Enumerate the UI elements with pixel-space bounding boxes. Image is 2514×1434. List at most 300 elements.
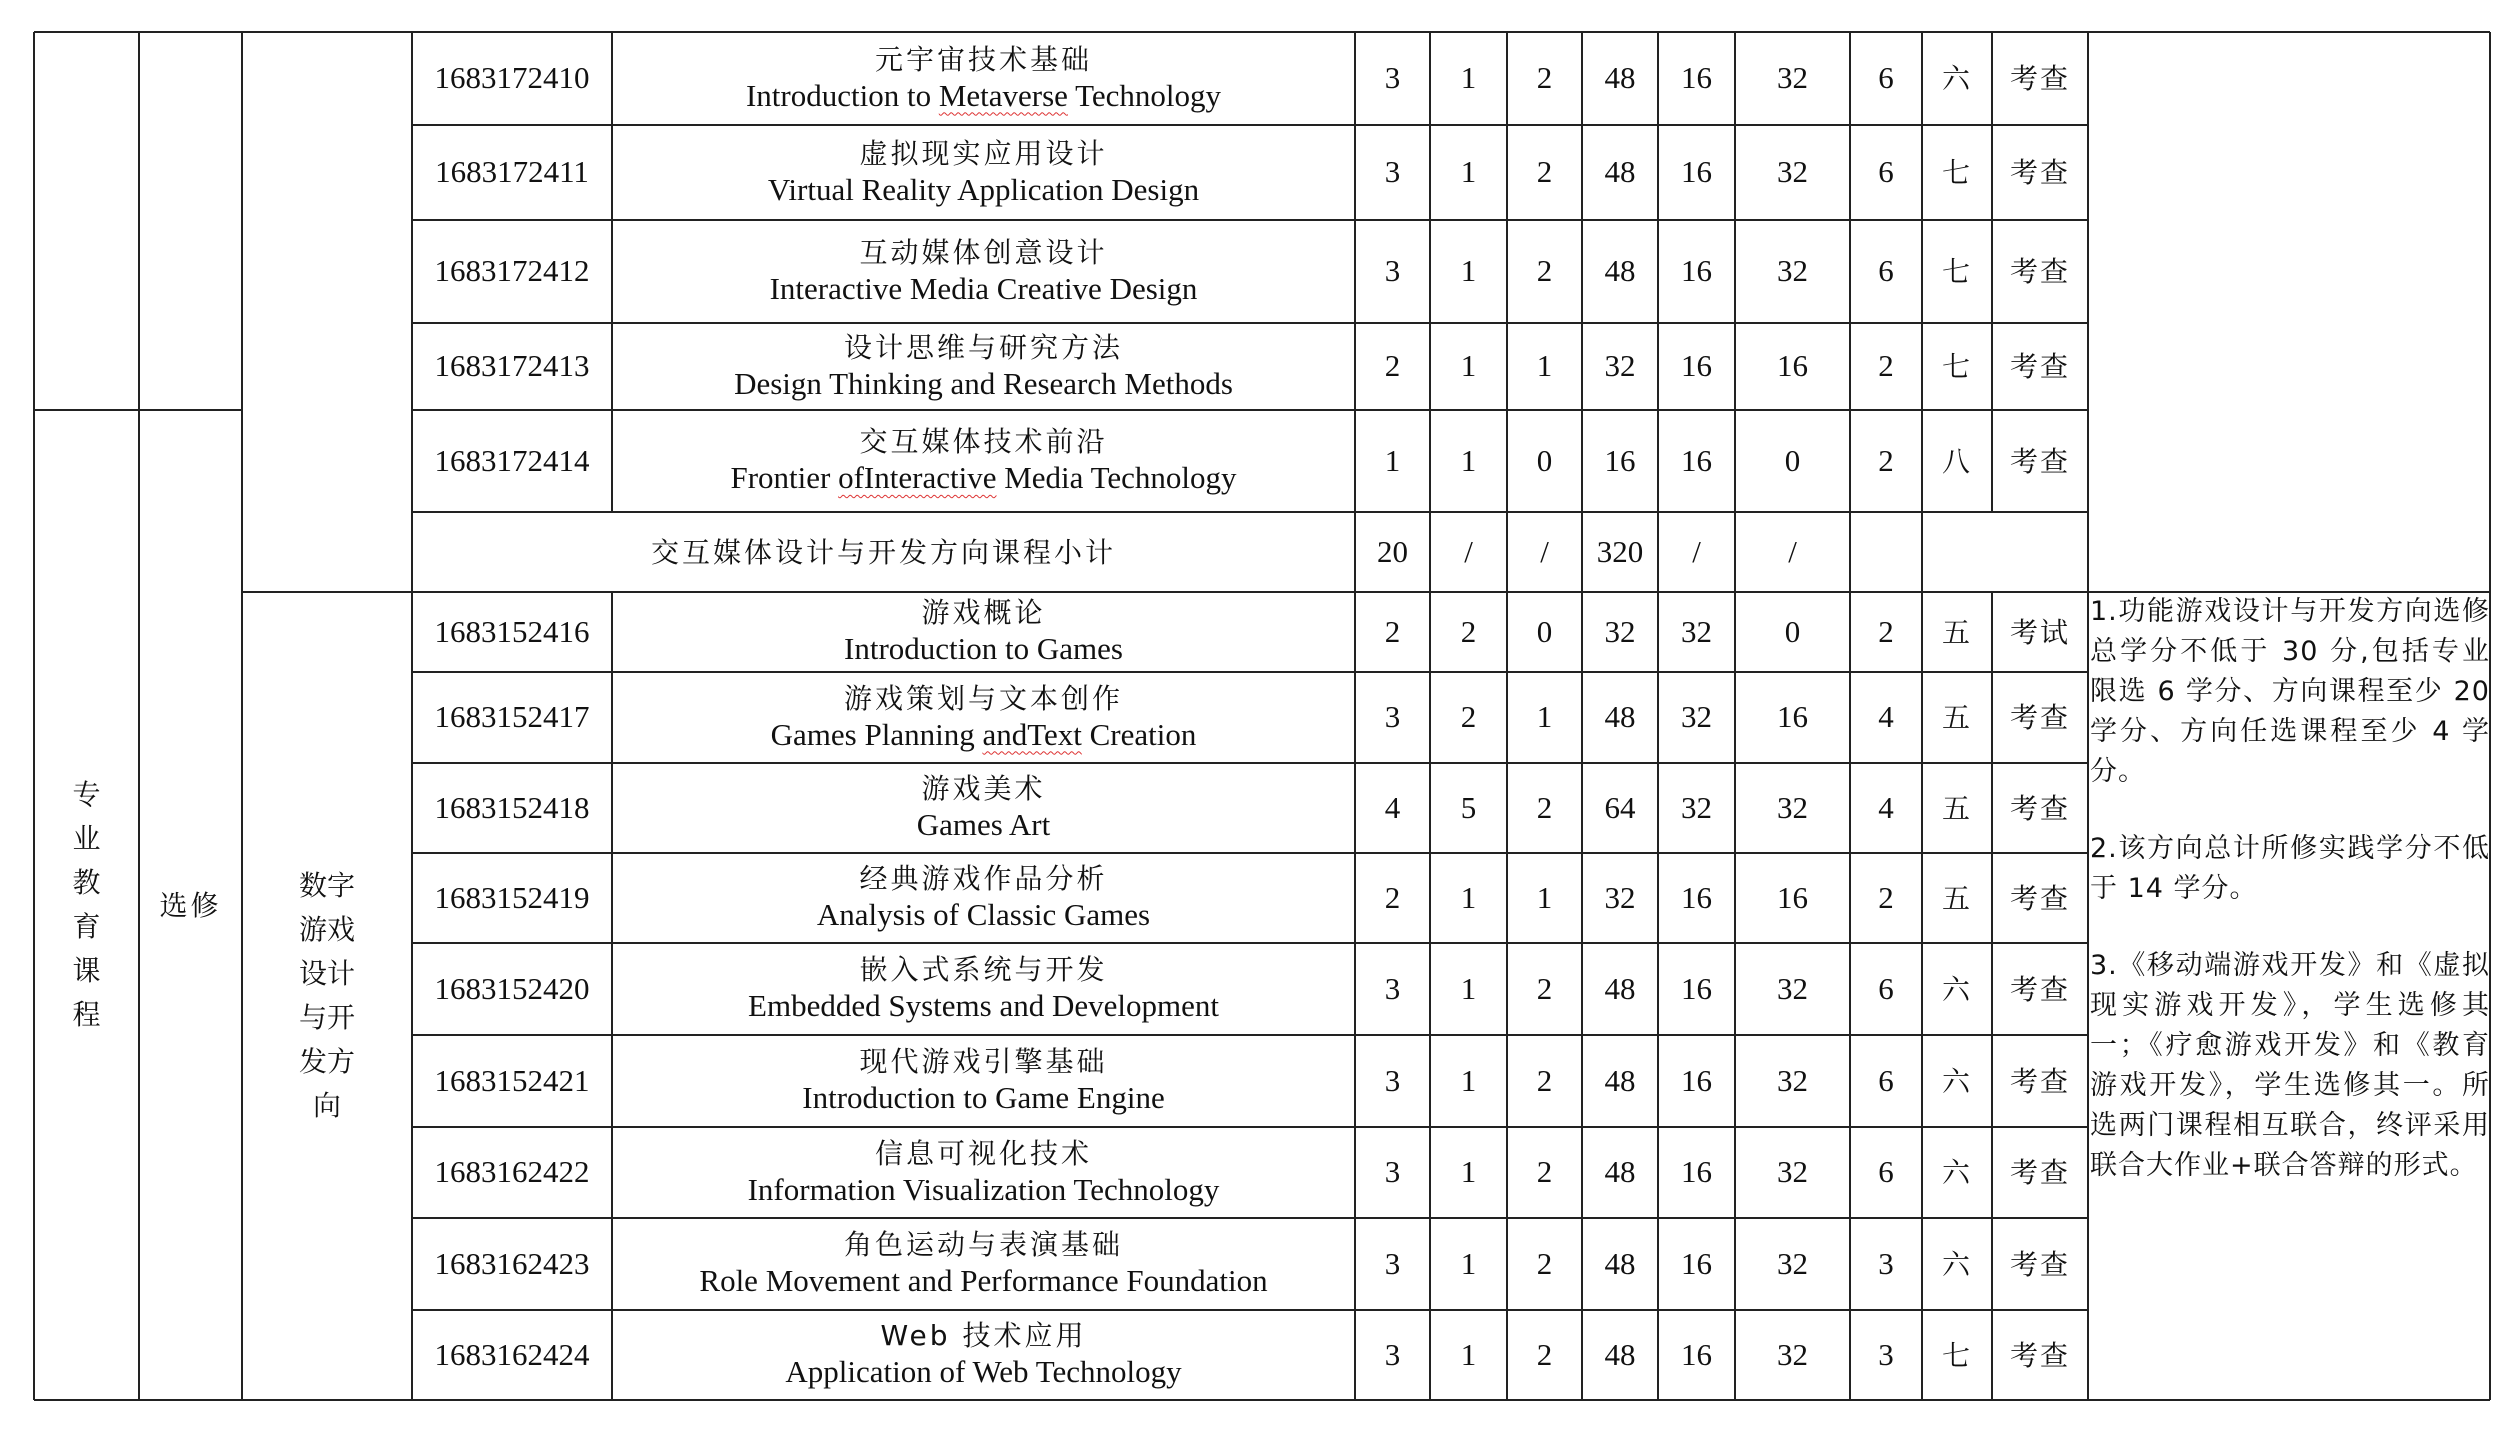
direction-label <box>287 864 367 1128</box>
weekly-hours: 6 <box>1878 154 1894 190</box>
weekly-hours: 2 <box>1878 348 1894 384</box>
practice-hours: 32 <box>1777 1154 1808 1190</box>
total-hours-cell <box>1582 1035 1658 1127</box>
theory-credits: 1 <box>1460 60 1477 96</box>
subtotal-value: / <box>1788 533 1797 569</box>
weekly-hours: 4 <box>1878 699 1894 735</box>
course-code-cell <box>412 1035 612 1127</box>
subtotal-value: 320 <box>1596 533 1644 569</box>
semester: 六 <box>1941 972 1972 1006</box>
theory-credits: 1 <box>1460 442 1477 478</box>
course-name-cell <box>612 592 1355 672</box>
course-type-label: 选修 <box>159 888 222 922</box>
practice-credits-cell <box>1507 323 1582 410</box>
total-hours-cell <box>1582 323 1658 410</box>
semester-cell <box>1922 1035 1992 1127</box>
assessment-cell <box>1992 1035 2088 1127</box>
course-name-cell <box>612 323 1355 410</box>
semester: 八 <box>1941 444 1972 478</box>
assessment: 考查 <box>2009 444 2070 478</box>
practice-hours: 32 <box>1777 1336 1808 1372</box>
credits: 3 <box>1384 60 1401 96</box>
course-name-zh: 游戏美术 <box>921 772 1046 806</box>
assessment: 考查 <box>2009 1156 2070 1189</box>
course-name-en-part: Frontier <box>730 460 839 496</box>
practice-hours-cell <box>1735 1310 1850 1400</box>
theory-hours-cell <box>1658 853 1735 943</box>
weekly-hours-cell <box>1850 410 1922 512</box>
theory-credits-cell <box>1430 853 1507 943</box>
course-name-en <box>699 1262 1267 1301</box>
course-name-zh: 元宇宙技术基础 <box>874 42 1092 76</box>
course-code: 1683172411 <box>435 154 589 190</box>
theory-hours: 16 <box>1681 348 1712 384</box>
total-hours: 48 <box>1604 60 1636 96</box>
course-name-cell <box>612 125 1355 220</box>
practice-credits: 2 <box>1536 1245 1553 1281</box>
course-name-en-part: Media Technology <box>996 460 1237 496</box>
assessment: 考试 <box>2009 615 2070 649</box>
semester: 六 <box>1941 62 1972 95</box>
weekly-hours: 6 <box>1878 970 1894 1006</box>
total-hours: 48 <box>1604 1062 1636 1098</box>
theory-hours: 16 <box>1681 879 1712 915</box>
theory-credits-cell <box>1430 1310 1507 1400</box>
credits-cell <box>1355 1310 1430 1400</box>
assessment: 考查 <box>2009 972 2070 1006</box>
semester: 五 <box>1941 701 1972 734</box>
total-hours-cell <box>1582 32 1658 125</box>
weekly-hours-cell <box>1850 125 1922 220</box>
course-code-cell <box>412 763 612 853</box>
practice-hours: 32 <box>1777 154 1808 190</box>
practice-credits-cell <box>1507 1127 1582 1218</box>
subtotal-value-cell <box>1658 512 1735 592</box>
theory-hours-cell <box>1658 763 1735 853</box>
weekly-hours: 6 <box>1878 1154 1894 1190</box>
credits-cell <box>1355 125 1430 220</box>
assessment: 考查 <box>2009 156 2070 189</box>
course-name-en-part: Role Movement and Performance Foundation <box>699 1263 1268 1299</box>
weekly-hours-cell <box>1850 1127 1922 1218</box>
course-name-en-part: Virtual Reality Application Design <box>767 171 1200 207</box>
total-hours-cell <box>1582 853 1658 943</box>
subtotal-value-cell <box>1430 512 1507 592</box>
course-name-en-part: Metaverse <box>938 77 1068 113</box>
credits: 3 <box>1384 1154 1401 1190</box>
practice-hours: 16 <box>1777 879 1808 915</box>
course-code-cell <box>412 1310 612 1400</box>
total-hours-cell <box>1582 410 1658 512</box>
theory-hours-cell <box>1658 323 1735 410</box>
credits-cell <box>1355 1127 1430 1218</box>
assessment-cell <box>1992 853 2088 943</box>
practice-credits-cell <box>1507 1310 1582 1400</box>
practice-hours: 32 <box>1777 253 1808 289</box>
theory-hours-cell <box>1658 672 1735 763</box>
practice-hours-cell <box>1735 943 1850 1035</box>
category-cell <box>34 410 139 1400</box>
practice-credits-cell <box>1507 125 1582 220</box>
category-char: 业 <box>72 822 101 855</box>
practice-credits-cell <box>1507 1035 1582 1127</box>
note-3: 3.《移动端游戏开发》和《虚拟现实游戏开发》，学生选修其一；《疗愈游戏开发》和《教育游戏开发》，学生选修其一。所选两门课程相互联合，终评采用联合大作业+联合答辩的形式。 <box>2090 950 2490 1181</box>
weekly-hours-cell <box>1850 32 1922 125</box>
course-code-cell <box>412 672 612 763</box>
assessment-cell <box>1992 943 2088 1035</box>
theory-credits: 1 <box>1460 879 1477 915</box>
category-char: 课 <box>72 954 101 987</box>
course-name-en-part: Application of Web Technology <box>785 1354 1182 1390</box>
direction-char: 游戏 <box>298 913 355 946</box>
practice-hours: 32 <box>1777 1062 1808 1098</box>
course-name-en <box>817 896 1150 935</box>
course-name-cell <box>612 410 1355 512</box>
theory-hours: 16 <box>1681 1336 1712 1372</box>
practice-credits: 2 <box>1536 1154 1553 1190</box>
total-hours-cell <box>1582 592 1658 672</box>
assessment-cell <box>1992 1218 2088 1310</box>
course-name-cell <box>612 1218 1355 1310</box>
course-code-cell <box>412 410 612 512</box>
practice-hours-cell <box>1735 32 1850 125</box>
theory-hours-cell <box>1658 1035 1735 1127</box>
practice-hours-cell <box>1735 125 1850 220</box>
assessment-cell <box>1992 125 2088 220</box>
course-name-en <box>748 1171 1220 1210</box>
practice-credits: 0 <box>1536 613 1553 649</box>
course-name-en <box>917 806 1050 845</box>
direction-char: 数字 <box>298 869 355 902</box>
practice-credits-cell <box>1507 220 1582 323</box>
theory-hours: 16 <box>1681 1062 1712 1098</box>
practice-credits: 2 <box>1536 970 1553 1006</box>
practice-credits: 0 <box>1536 442 1553 478</box>
credits-cell <box>1355 672 1430 763</box>
course-name-en <box>734 365 1233 404</box>
credits: 1 <box>1384 442 1401 478</box>
credits-cell <box>1355 853 1430 943</box>
course-code-cell <box>412 1127 612 1218</box>
total-hours-cell <box>1582 672 1658 763</box>
course-name-zh: 嵌入式系统与开发 <box>859 953 1108 987</box>
practice-hours-cell <box>1735 1127 1850 1218</box>
total-hours-cell <box>1582 1310 1658 1400</box>
weekly-hours: 6 <box>1878 60 1894 96</box>
course-name-en-part: Interactive Media Creative Design <box>769 270 1198 306</box>
course-code-cell <box>412 853 612 943</box>
theory-hours-cell <box>1658 943 1735 1035</box>
semester: 六 <box>1941 1247 1972 1281</box>
theory-hours-cell <box>1658 410 1735 512</box>
semester: 七 <box>1941 350 1972 383</box>
direction-cell <box>242 592 412 1400</box>
subtotal-value: / <box>1540 533 1549 569</box>
credits-cell <box>1355 32 1430 125</box>
credits: 3 <box>1384 1062 1401 1098</box>
total-hours: 48 <box>1604 1336 1636 1372</box>
course-name-cell <box>612 1035 1355 1127</box>
course-code-cell <box>412 592 612 672</box>
total-hours-cell <box>1582 125 1658 220</box>
total-hours-cell <box>1582 220 1658 323</box>
course-name-cell <box>612 1310 1355 1400</box>
course-code: 1683152421 <box>434 1062 590 1098</box>
weekly-hours: 3 <box>1878 1336 1894 1372</box>
subtotal-value: / <box>1464 533 1473 569</box>
course-code: 1683172413 <box>434 348 590 384</box>
credits-cell <box>1355 763 1430 853</box>
theory-credits: 2 <box>1460 613 1477 649</box>
course-name-en-part: Games Planning <box>770 716 983 752</box>
semester-cell <box>1922 763 1992 853</box>
theory-hours: 32 <box>1681 613 1712 649</box>
theory-hours: 32 <box>1681 699 1712 735</box>
course-name-en-part: ofInteractive <box>838 460 997 496</box>
semester-cell <box>1922 1218 1992 1310</box>
theory-credits: 5 <box>1460 789 1477 825</box>
category-char: 育 <box>72 910 101 943</box>
assessment: 考查 <box>2009 881 2070 915</box>
total-hours: 32 <box>1604 613 1636 649</box>
course-code: 1683152420 <box>434 970 590 1006</box>
theory-credits-cell <box>1430 1035 1507 1127</box>
weekly-hours: 4 <box>1878 789 1894 825</box>
theory-hours: 32 <box>1681 789 1712 825</box>
practice-hours: 32 <box>1777 1245 1808 1281</box>
subtotal-value: 20 <box>1377 533 1408 569</box>
note-1: 1.功能游戏设计与开发方向选修总学分不低于 30 分,包括专业限选 6 学分、方向课程至少 20 学分、方向任选课程至少 4 学分。 <box>2090 596 2490 787</box>
course-code: 1683172414 <box>434 442 590 478</box>
assessment: 考查 <box>2009 1338 2070 1372</box>
semester: 五 <box>1941 881 1972 915</box>
credits: 4 <box>1384 789 1401 825</box>
practice-credits: 2 <box>1536 60 1553 96</box>
course-name-zh: 经典游戏作品分析 <box>859 862 1108 896</box>
assessment-cell <box>1992 1310 2088 1400</box>
subtotal-value-cell <box>1355 512 1430 592</box>
course-name-en-part: Design Thinking and Research Methods <box>734 365 1233 401</box>
total-hours-cell <box>1582 943 1658 1035</box>
practice-credits-cell <box>1507 592 1582 672</box>
course-name-zh: 交互媒体技术前沿 <box>859 425 1108 459</box>
practice-credits: 2 <box>1536 1062 1553 1098</box>
weekly-hours-cell <box>1850 323 1922 410</box>
semester: 七 <box>1941 156 1972 189</box>
course-name-en <box>748 987 1219 1026</box>
weekly-hours: 6 <box>1878 253 1894 289</box>
theory-hours: 16 <box>1681 442 1712 478</box>
weekly-hours: 2 <box>1878 879 1894 915</box>
course-name-zh: 游戏概论 <box>921 596 1046 630</box>
direction-char: 发方 <box>298 1045 355 1078</box>
assessment-cell <box>1992 763 2088 853</box>
weekly-hours-cell <box>1850 853 1922 943</box>
course-name-cell <box>612 32 1355 125</box>
total-hours: 32 <box>1604 879 1636 915</box>
semester: 七 <box>1941 1338 1972 1372</box>
theory-credits-cell <box>1430 672 1507 763</box>
practice-credits-cell <box>1507 32 1582 125</box>
course-name-en-part: Introduction to Game Engine <box>802 1080 1165 1116</box>
course-code: 1683152417 <box>434 699 590 735</box>
course-code-cell <box>412 1218 612 1310</box>
course-name-en-part: Information Visualization Technology <box>747 1171 1220 1207</box>
theory-credits: 1 <box>1460 1154 1477 1190</box>
semester-cell <box>1922 592 1992 672</box>
weekly-hours-cell <box>1850 592 1922 672</box>
assessment: 考查 <box>2009 255 2070 288</box>
semester: 六 <box>1941 1156 1972 1189</box>
subtotal-value-cell <box>1507 512 1582 592</box>
theory-hours-cell <box>1658 125 1735 220</box>
course-name-en <box>730 459 1236 498</box>
credits: 3 <box>1384 699 1401 735</box>
weekly-hours-cell <box>1850 1035 1922 1127</box>
theory-credits: 1 <box>1460 970 1477 1006</box>
theory-credits-cell <box>1430 323 1507 410</box>
course-name-cell <box>612 672 1355 763</box>
practice-credits-cell <box>1507 853 1582 943</box>
theory-credits: 1 <box>1460 1336 1477 1372</box>
course-name-zh: 设计思维与研究方法 <box>843 330 1123 364</box>
semester-cell <box>1922 220 1992 323</box>
assessment: 考查 <box>2009 62 2070 95</box>
course-name-zh: 虚拟现实应用设计 <box>859 136 1108 170</box>
theory-credits-cell <box>1430 1218 1507 1310</box>
assessment: 考查 <box>2009 791 2070 825</box>
total-hours-cell <box>1582 763 1658 853</box>
practice-hours-cell <box>1735 220 1850 323</box>
practice-hours: 0 <box>1784 442 1801 478</box>
total-hours: 48 <box>1604 699 1636 735</box>
credits: 3 <box>1384 970 1401 1006</box>
theory-credits-cell <box>1430 220 1507 323</box>
course-name-cell <box>612 220 1355 323</box>
course-name-en <box>802 1079 1164 1118</box>
practice-credits-cell <box>1507 672 1582 763</box>
practice-credits: 1 <box>1536 348 1553 384</box>
theory-hours: 16 <box>1681 154 1712 190</box>
practice-credits: 2 <box>1536 253 1553 289</box>
theory-credits: 1 <box>1460 154 1477 190</box>
subtotal-value-cell <box>1582 512 1658 592</box>
weekly-hours-cell <box>1850 1310 1922 1400</box>
practice-hours-cell <box>1735 592 1850 672</box>
theory-hours: 16 <box>1681 253 1712 289</box>
course-code-cell <box>412 32 612 125</box>
practice-hours-cell <box>1735 1218 1850 1310</box>
practice-hours: 32 <box>1777 60 1808 96</box>
weekly-hours-cell <box>1850 763 1922 853</box>
category-char: 专 <box>72 778 101 811</box>
course-code: 1683172410 <box>434 60 590 96</box>
practice-hours: 16 <box>1777 699 1808 735</box>
course-name-cell <box>612 763 1355 853</box>
course-name-cell <box>612 853 1355 943</box>
practice-hours-cell <box>1735 672 1850 763</box>
course-name-en <box>746 77 1221 116</box>
practice-credits-cell <box>1507 943 1582 1035</box>
course-code-cell <box>412 323 612 410</box>
weekly-hours: 6 <box>1878 1062 1894 1098</box>
semester: 七 <box>1941 255 1972 288</box>
semester: 五 <box>1941 791 1972 825</box>
category-char: 程 <box>72 998 101 1031</box>
practice-hours: 32 <box>1777 789 1808 825</box>
theory-credits-cell <box>1430 1127 1507 1218</box>
theory-hours-cell <box>1658 1127 1735 1218</box>
course-name-en-part: Analysis of Classic Games <box>816 897 1151 933</box>
semester-cell <box>1922 1310 1992 1400</box>
course-name-zh: 角色运动与表演基础 <box>843 1228 1123 1262</box>
semester-cell <box>1922 943 1992 1035</box>
course-code: 1683172412 <box>434 253 590 289</box>
course-name-en <box>771 716 1197 755</box>
theory-credits-cell <box>1430 592 1507 672</box>
credits-cell <box>1355 1218 1430 1310</box>
assessment: 考查 <box>2009 701 2070 734</box>
course-name-en-part: andText <box>982 716 1082 752</box>
credits-cell <box>1355 1035 1430 1127</box>
theory-credits: 1 <box>1460 348 1477 384</box>
weekly-hours-cell <box>1850 1218 1922 1310</box>
theory-hours: 16 <box>1681 60 1712 96</box>
practice-credits: 1 <box>1536 879 1553 915</box>
theory-hours-cell <box>1658 32 1735 125</box>
practice-credits-cell <box>1507 1218 1582 1310</box>
practice-hours: 16 <box>1777 348 1808 384</box>
total-hours: 48 <box>1604 253 1636 289</box>
practice-hours-cell <box>1735 323 1850 410</box>
subtotal-value-cell <box>1735 512 1850 592</box>
total-hours: 16 <box>1604 442 1636 478</box>
credits: 3 <box>1384 1245 1401 1281</box>
course-name-en-part: Introduction to <box>745 77 939 113</box>
semester-cell <box>1922 1127 1992 1218</box>
course-name-en <box>770 270 1198 309</box>
assessment: 考查 <box>2009 350 2070 383</box>
credits: 3 <box>1384 253 1401 289</box>
assessment-cell <box>1992 672 2088 763</box>
total-hours: 48 <box>1604 1245 1636 1281</box>
theory-hours: 16 <box>1681 1245 1712 1281</box>
notes-block <box>2090 592 2490 1223</box>
assessment-cell <box>1992 410 2088 512</box>
course-name-zh: 游戏策划与文本创作 <box>843 681 1123 715</box>
assessment-cell <box>1992 1127 2088 1218</box>
semester-cell <box>1922 410 1992 512</box>
semester: 五 <box>1941 615 1972 649</box>
subtotal-value: / <box>1692 533 1701 569</box>
total-hours: 64 <box>1604 789 1636 825</box>
course-code: 1683152419 <box>434 879 590 915</box>
assessment-cell <box>1992 220 2088 323</box>
course-name-en <box>844 630 1123 669</box>
credits: 3 <box>1384 154 1401 190</box>
category-char: 教 <box>72 866 101 899</box>
credits-cell <box>1355 220 1430 323</box>
course-code-cell <box>412 125 612 220</box>
theory-hours-cell <box>1658 1218 1735 1310</box>
credits-cell <box>1355 323 1430 410</box>
total-hours: 32 <box>1604 348 1636 384</box>
weekly-hours: 2 <box>1878 613 1894 649</box>
practice-credits: 2 <box>1536 789 1553 825</box>
practice-credits-cell <box>1507 763 1582 853</box>
course-name-en-part: Embedded Systems and Development <box>748 988 1219 1024</box>
semester-cell <box>1922 672 1992 763</box>
